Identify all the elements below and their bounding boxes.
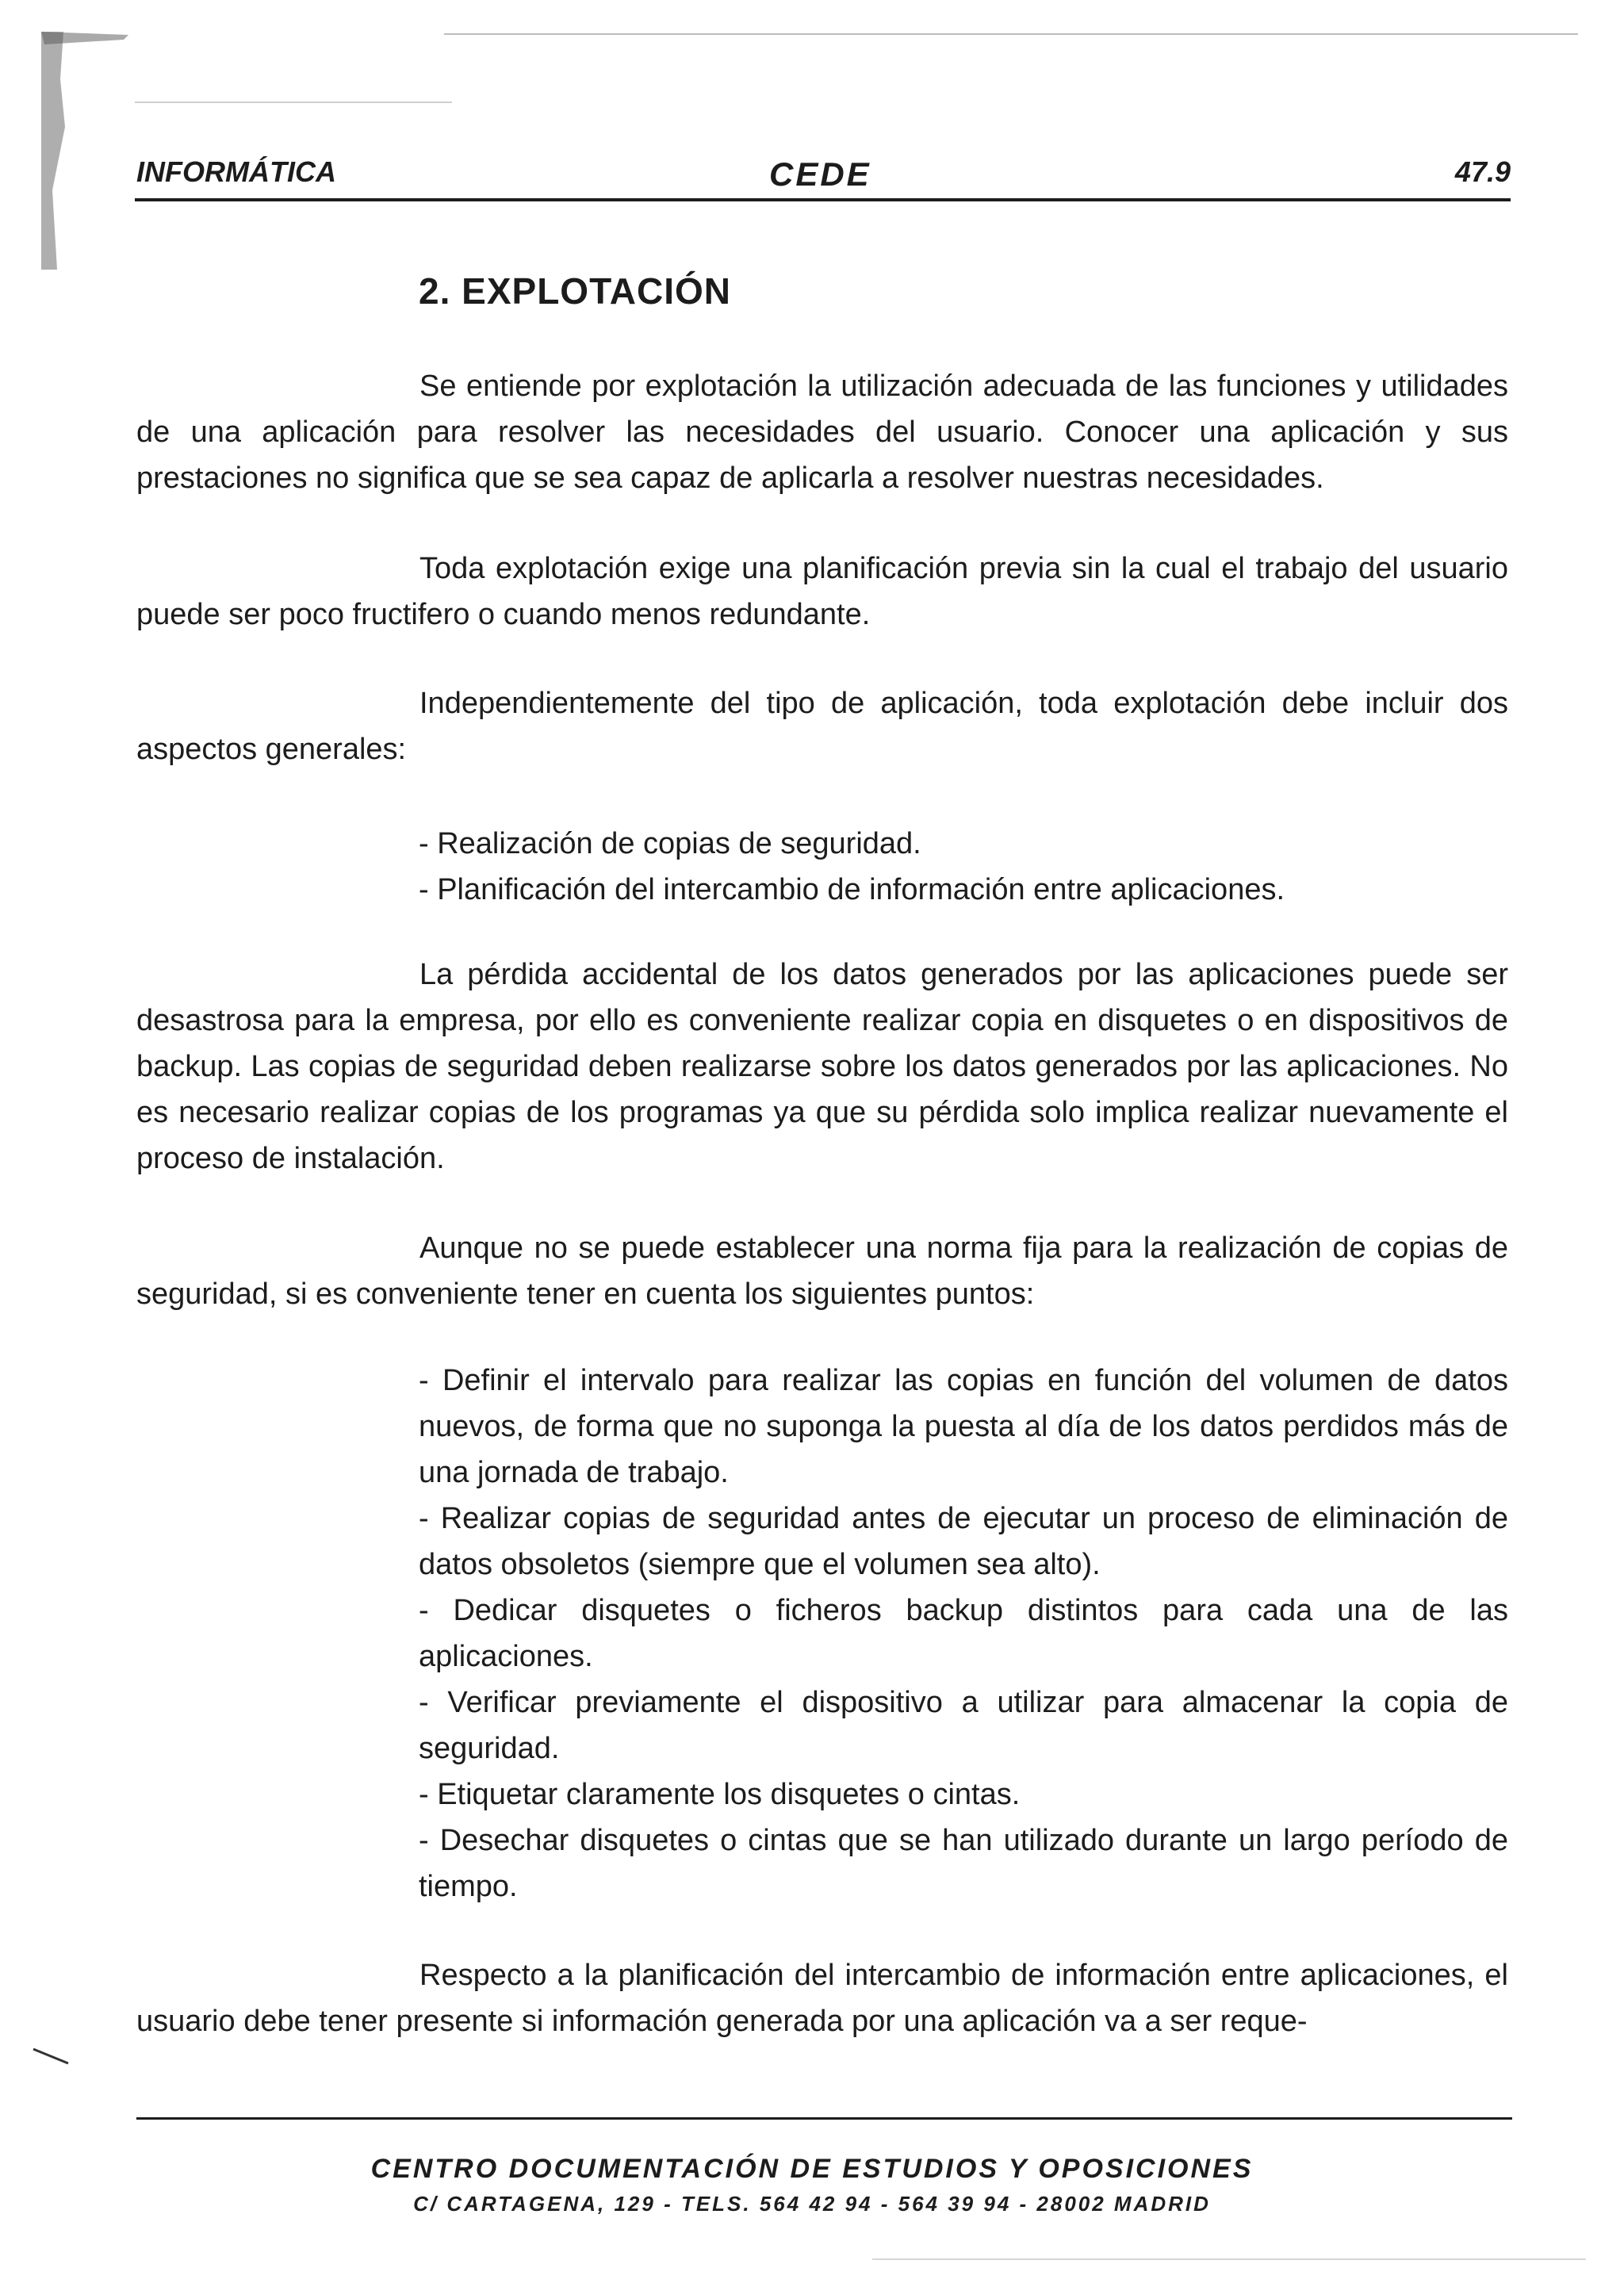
footer-institution: CENTRO DOCUMENTACIÓN DE ESTUDIOS Y OPOSICIONES [370,2154,1254,2184]
header-bar [135,155,1511,195]
backup-points-list [419,1358,1508,1910]
section-title: 2. EXPLOTACIÓN [419,270,731,312]
paragraph-definition: Se entiende por explotación la utilización adecuada de las funciones y utilidades de una aplicación para resolver las necesidades del usuario. Conocer una aplicación y sus prestaciones no significa que se sea capaz de aplicarla a resolver nuestras necesidades. [136,370,1508,495]
scan-line-top-2 [135,102,452,103]
footer-address: C/ CARTAGENA, 129 - TELS. 564 42 94 - 564 39 94 - 28002 MADRID [413,2192,1211,2216]
list-item: - Realización de copias de seguridad. [419,827,921,860]
scan-line-top [444,33,1578,35]
list-item: - Planificación del intercambio de información entre aplicaciones. [419,873,1285,906]
list-item: - Desechar disquetes o cintas que se han utilizado durante un largo período de tiempo. [419,1824,1508,1903]
list-item: - Verificar previamente el dispositivo a utilizar para almacenar la copia de seguridad. [419,1686,1508,1765]
paragraph-data-loss: La pérdida accidental de los datos generados por las aplicaciones puede ser desastrosa para la empresa, por ello es conveniente realizar copia en disquetes o en dispositivos de backup. Las copias de seguridad deben realizarse sobre los datos generados por las aplicaciones. No es necesario realizar copias de los programas ya que su pérdida solo implica realizar nuevamente el proceso de instalación. [136,958,1508,1175]
scan-speck [32,2046,71,2070]
paragraph-exchange: Respecto a la planificación del intercambio de información entre aplicaciones, el usuario debe tener presente si información generada por una aplicación va a ser reque- [136,1959,1508,2038]
header-brand: CEDE [769,155,871,193]
footer-rule [136,2117,1512,2120]
header-rule [135,198,1511,201]
header-subject: INFORMÁTICA [136,155,336,188]
page-number: 47.9 [1454,155,1511,188]
list-item: - Definir el intervalo para realizar las copias en función del volumen de datos nuevos, de forma que no suponga la puesta al día de los datos perdidos más de una jornada de trabajo. [419,1364,1508,1489]
paragraph-aspects: Independientemente del tipo de aplicación, toda explotación debe incluir dos aspectos generales: [136,687,1508,766]
paragraph-planning: Toda explotación exige una planificación previa sin la cual el trabajo del usuario puede ser poco fructifero o cuando menos redundante. [136,552,1508,631]
scan-line-bottom [872,2258,1586,2260]
list-item: - Etiquetar claramente los disquetes o cintas. [419,1778,1021,1811]
aspects-list [419,821,1508,913]
scan-edge-shadow [41,32,136,270]
list-item: - Dedicar disquetes o ficheros backup distintos para cada una de las aplicaciones. [419,1594,1508,1673]
list-item: - Realizar copias de seguridad antes de ejecutar un proceso de eliminación de datos obsoletos (siempre que el volumen sea alto). [419,1502,1508,1581]
paragraph-backup-intro: Aunque no se puede establecer una norma fija para la realización de copias de seguridad, si es conveniente tener en cuenta los siguientes puntos: [136,1232,1508,1311]
